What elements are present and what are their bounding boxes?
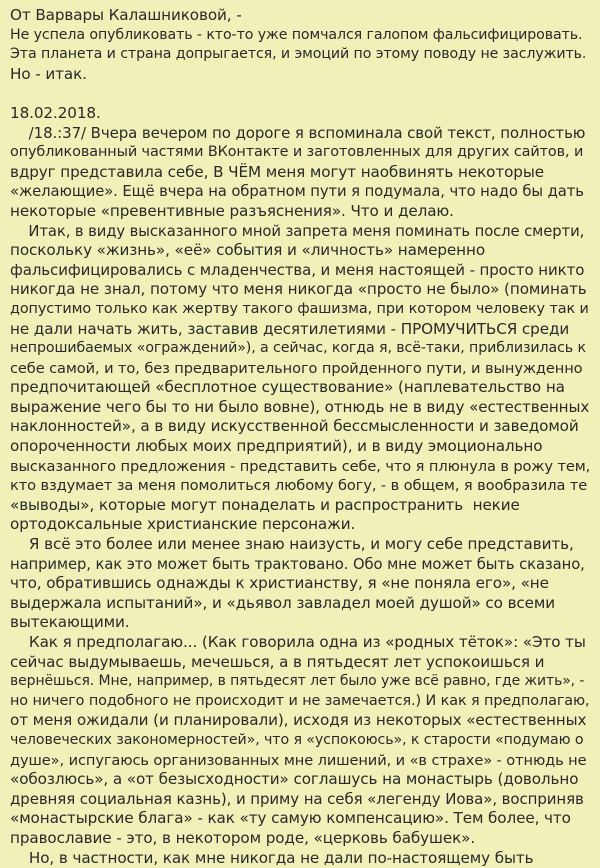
text-line: душе», испугаюсь организованных мне лишений, и «в страхе» - отнюдь не <box>10 751 587 769</box>
text-line: предпочитающей «бесплотное существование» (наплевательство на <box>10 378 565 397</box>
text-line: Как я предполагаю... (Как говорила одна из «родных тёток»: «Это ты <box>10 633 586 651</box>
text-line: наклонностей», а в виду искусственной бессмысленности и заведомой <box>10 417 579 436</box>
text-line: «монастырские блага» - как «ту самую компенсацию». Тем более, что <box>10 809 571 828</box>
text-line: Но, в частности, как мне никогда не дали по-настоящему быть <box>10 848 534 867</box>
text-line: что, обратившись однажды к христианству, я «не поняла его», «не <box>10 574 549 593</box>
paragraph-1 <box>10 124 590 222</box>
text-line: некоторые «превентивные разъяснения». Что и делаю. <box>10 201 454 220</box>
intro-line: От Варвары Калашниковой, - <box>10 6 242 24</box>
intro-line: Не успела опубликовать - кто-то уже помчался галопом фальсифицировать. <box>10 26 583 43</box>
text-line: /18.:37/ Вчера вечером по дороге я вспоминала свой текст, полностью <box>10 123 586 142</box>
text-line: вдруг представила себе, В ЧЁМ меня могут наобвинять некоторые <box>10 162 544 181</box>
text-line: Я всё это более или менее знаю наизусть, и могу себе представить, <box>10 535 574 554</box>
text-line: например, как это может быть трактовано. Обо мне может быть сказано, <box>10 555 585 573</box>
paragraph-2 <box>10 222 590 536</box>
blank-line <box>10 84 590 104</box>
intro-line: Эта планета и страна допрыгается, и эмоций по этому поводу не заслужить. <box>10 46 587 63</box>
text-line: «обозлюсь», а «от безысходности» соглашусь на монастырь (довольно <box>10 770 579 789</box>
intro-note <box>10 6 590 84</box>
text-line: опубликованный частями ВКонтакте и заготовленных для других сайтов, и <box>10 144 584 161</box>
text-line: выражение чего бы то ни было вовне), отнюдь не в виду «естественных <box>10 397 590 416</box>
paragraph-4 <box>10 633 590 849</box>
text-line: не дали начать жить, заставив десятилетиями - ПРОМУЧИТЬСЯ среди <box>10 319 570 338</box>
text-line: «выводы», которые могут понаделать и распространить некие <box>10 495 520 514</box>
text-line: от меня ожидали (и планировали), исходя из некоторых «естественных <box>10 711 587 730</box>
intro-line: Но - итак. <box>10 64 87 83</box>
text-line: непрошибаемых «ограждений»), а сейчас, когда я, всё-таки, приблизилась к <box>10 340 586 357</box>
text-line: допустимо только как жертву такого фашизма, при котором человеку так и <box>10 300 589 317</box>
text-line: себе самой, и то, без предварительного пройденного пути, и вынужденно <box>10 359 583 377</box>
text-line: древняя социальная казнь), и приму на себя «легенду Иова», восприняв <box>10 789 584 808</box>
text-line: Итак, в виду высказанного мной запрета меня поминать после смерти, <box>10 222 585 240</box>
text-line: человеческих закономерностей», что я «успокоюсь», к старости «подумаю о <box>10 731 584 748</box>
text-line: поскольку «жизнь», «её» события и «личность» намеренно <box>10 241 486 260</box>
entry-date: 18.02.2018. <box>10 103 101 122</box>
text-line: «желающие». Ещё вчера на обратном пути я подумала, что надо бы дать <box>10 183 584 201</box>
text-line: высказанного предложения - представить себе, что я плюнула в рожу тем, <box>10 457 591 475</box>
text-line: вытекающими. <box>10 613 130 632</box>
text-line: сейчас выдумываешь, мечешься, а в пятьдесят лет успокоишься и <box>10 652 545 671</box>
text-line: опороченности любых моих предприятий), и в виду эмоционально <box>10 437 543 456</box>
paragraph-5 <box>10 849 590 868</box>
text-line: но ничего подобного не происходит и не замечается.) И как я предполагаю, <box>10 692 590 709</box>
text-line: православие - это, в некотором роде, «церковь бабушек». <box>10 828 476 847</box>
text-line: фальсифицировались с младенчества, и меня настоящей - просто никто <box>10 260 585 279</box>
text-line: выдержала испытаний», и «дьявол завладел моей душой» со всеми <box>10 593 556 612</box>
text-line: никогда не знал, потому что меня никогда «просто не было» (поминать <box>10 280 587 299</box>
text-line: вернёшься. Мне, например, в пятьдесят лет было уже всё равно, где жить», - <box>10 673 585 690</box>
paragraph-3 <box>10 535 590 633</box>
text-line: кто вздумает за меня помолиться любому богу, - в общем, я вообразила те <box>10 477 588 495</box>
text-line: ортодоксальные христианские персонажи. <box>10 515 356 534</box>
